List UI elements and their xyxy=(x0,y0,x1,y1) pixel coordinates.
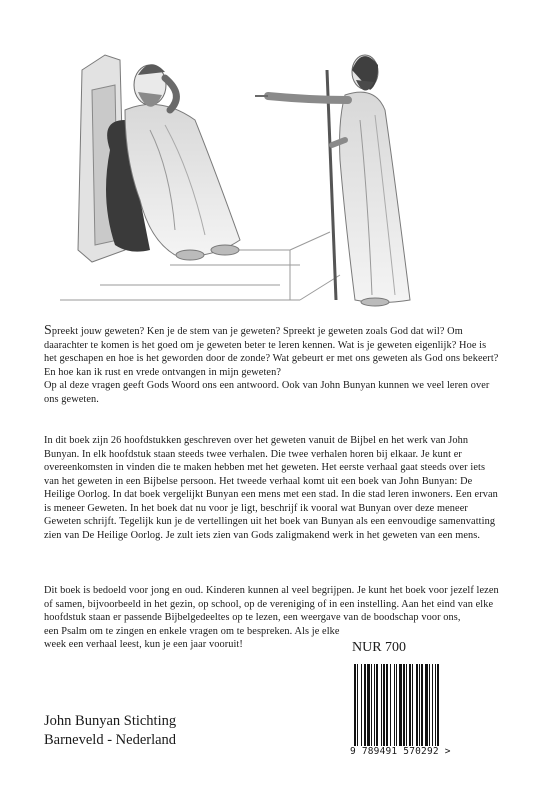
barcode-bar xyxy=(425,664,428,746)
intro-text xyxy=(44,324,500,406)
nur-code: NUR 700 xyxy=(352,640,407,655)
intro-paragraph-1: Spreekt jouw geweten? Ken je de stem van je geweten? Spreekt je geweten zoals God dat wil? Om daarachter te komen is het goed om je geweten beter te leren kennen. Wat is je geweten eigenlijk? Hoe is het geschapen en hoe is het geworden door de zonde? Wat gebeurt er met ons geweten als God ons bekeert? En hoe kan ik rust en vrede ontvangen in mijn geweten? xyxy=(44,323,499,378)
barcode-bar xyxy=(435,664,436,746)
publisher-name: John Bunyan Stichting xyxy=(44,713,177,729)
middle-text xyxy=(44,434,500,542)
barcode-bar xyxy=(386,664,388,746)
barcode-bar xyxy=(367,664,370,746)
barcode-bar xyxy=(376,664,378,746)
standing-prophet-figure xyxy=(255,55,410,306)
barcode-bar xyxy=(383,664,385,746)
closing-text xyxy=(44,584,500,652)
barcode-bar xyxy=(364,664,366,746)
barcode-bar xyxy=(354,664,356,746)
barcode-bar xyxy=(421,664,423,746)
barcode-bar xyxy=(381,664,382,746)
seated-king-figure xyxy=(106,64,240,260)
barcode-bar xyxy=(357,664,358,746)
closing-paragraph-2: een Psalm om te zingen en enkele vragen om te bespreken. Als je elke week een verhaal leest, kun je een jaar vooruit! xyxy=(44,625,340,650)
barcode-bar xyxy=(394,664,395,746)
publisher-block xyxy=(44,712,176,750)
middle-paragraph: In dit boek zijn 26 hoofdstukken geschreven over het geweten vanuit de Bijbel en het werk van John Bunyan. In elk hoofdstuk staan steeds twee verhalen. Die twee verhalen horen bij elkaar. Je kunt er overeenkomsten in vinden die te maken hebben met het geweten. Het eerste verhaal gaat steeds over iets van het geweten in een Bijbelse persoon. Het tweede verhaal komt uit een boek van John Bunyan: De Heilige Oorlog. In dat boek vergelijkt Bunyan een mens met een stad. In die stad leren inwoners. Een ervan is meneer Geweten. In het boek dat nu voor je ligt, beschrijf ik vooral wat Bunyan over deze meneer Geweten schrijft. Tegelijk kun je de vertellingen uit het boek van Bunyan als een eenvoudige samenvatting zien van De Heilige Oorlog. Je zult iets zien van Gods zaligmakend werk in het geweten van een mens. xyxy=(44,435,498,541)
barcode-bar xyxy=(416,664,418,746)
isbn-number: 9 789491 570292 > xyxy=(350,746,451,757)
barcode-bar xyxy=(406,664,407,746)
barcode-bar xyxy=(371,664,372,746)
cover-illustration xyxy=(0,0,537,320)
barcode-bar xyxy=(419,664,420,746)
barcode-bar xyxy=(403,664,405,746)
publisher-location: Barneveld - Nederland xyxy=(44,732,177,748)
barcode-bar xyxy=(409,664,411,746)
barcode-bar xyxy=(361,664,362,746)
barcode-bar xyxy=(437,664,439,746)
barcode-bar xyxy=(399,664,402,746)
drop-cap: S xyxy=(44,323,52,338)
barcode-bar xyxy=(432,664,433,746)
barcode-bar xyxy=(396,664,397,746)
barcode-bar xyxy=(429,664,430,746)
closing-paragraph-1: Dit boek is bedoeld voor jong en oud. Kinderen kunnen al veel begrijpen. Je kunt het boek voor jezelf lezen of samen, bijvoorbeeld in het gezin, op school, op de vereniging of in een instelling. Aan het eind van elke hoofdstuk staan er passende Bijbelgedeeltes op te lezen, een weergave van de boodschap voor ons, xyxy=(44,585,499,623)
barcode-bar xyxy=(390,664,391,746)
barcode-bar xyxy=(374,664,375,746)
isbn-barcode xyxy=(350,662,470,748)
intro-paragraph-2: Op al deze vragen geeft Gods Woord ons een antwoord. Ook van John Bunyan kunnen we veel leren over ons geweten. xyxy=(44,380,490,405)
barcode-bar xyxy=(412,664,413,746)
